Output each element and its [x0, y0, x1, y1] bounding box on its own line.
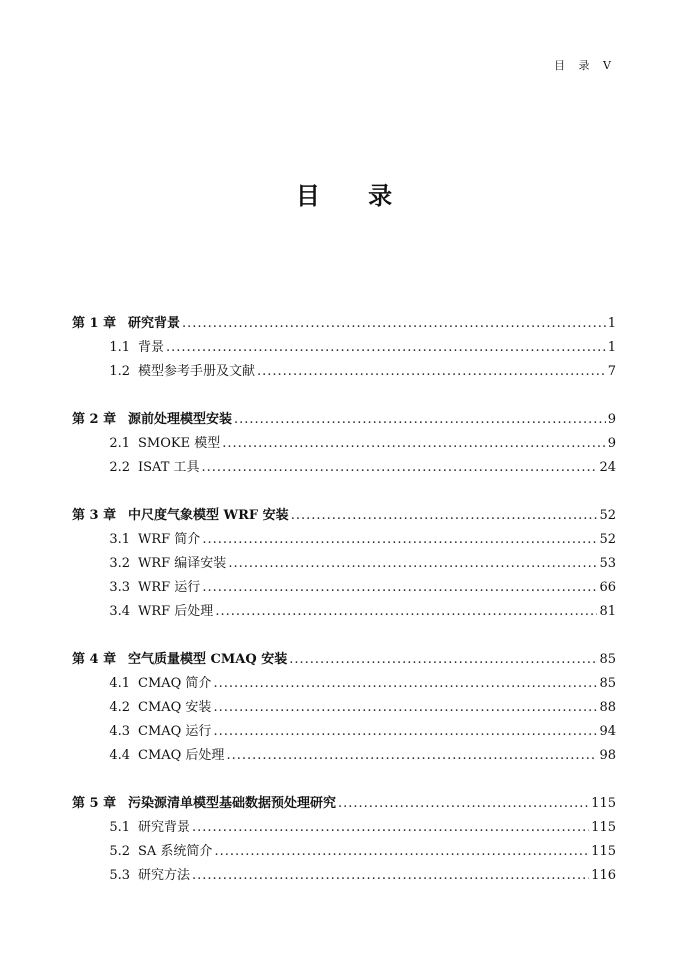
- section-title: 研究方法: [138, 868, 191, 883]
- page-number: 66: [599, 580, 616, 595]
- chapter-number: 第 2 章: [72, 412, 117, 427]
- page-number: 52: [599, 508, 616, 523]
- toc-entry-section-3-4[interactable]: [72, 600, 616, 624]
- section-title: CMAQ 后处理: [138, 748, 225, 763]
- section-title: CMAQ 运行: [138, 724, 212, 739]
- section-number: 5.2: [109, 844, 130, 859]
- chapter-title: 中尺度气象模型 WRF 安装: [128, 508, 289, 523]
- page-number: 115: [591, 844, 616, 859]
- dot-leader: [202, 528, 597, 552]
- dot-leader: [182, 312, 606, 336]
- dot-leader: [291, 504, 598, 528]
- page-number: 94: [599, 724, 616, 739]
- section-number: 5.1: [109, 820, 130, 835]
- toc-entry-chapter-4[interactable]: [72, 648, 616, 672]
- page-number: 9: [607, 412, 616, 427]
- dot-leader: [338, 792, 589, 816]
- section-title: WRF 后处理: [138, 604, 214, 619]
- section-title: CMAQ 安装: [138, 700, 212, 715]
- toc-entry-section-4-3[interactable]: [72, 720, 616, 744]
- toc-entry-section-4-4[interactable]: [72, 744, 616, 768]
- page-number: 1: [607, 316, 616, 331]
- toc-chapter-4: [72, 648, 616, 768]
- toc-entry-chapter-2[interactable]: [72, 408, 616, 432]
- running-header: 目 录 V: [554, 59, 616, 72]
- page-number: 88: [599, 700, 616, 715]
- page-number: 115: [591, 796, 616, 811]
- page-title: 目 录: [295, 181, 413, 210]
- chapter-number: 第 4 章: [72, 652, 117, 667]
- page-number: 116: [591, 868, 616, 883]
- dot-leader: [215, 600, 597, 624]
- dot-leader: [213, 720, 597, 744]
- section-title: SA 系统简介: [138, 844, 213, 859]
- chapter-number: 第 1 章: [72, 316, 117, 331]
- page-number: 24: [599, 460, 616, 475]
- page-number: 115: [591, 820, 616, 835]
- page-number: 85: [599, 676, 616, 691]
- toc-entry-section-3-2[interactable]: [72, 552, 616, 576]
- section-number: 2.2: [109, 460, 130, 475]
- section-number: 4.4: [109, 748, 130, 763]
- dot-leader: [228, 552, 597, 576]
- dot-leader: [192, 864, 589, 888]
- section-number: 1.1: [109, 340, 130, 355]
- page-number: 52: [599, 532, 616, 547]
- section-title: 背景: [138, 340, 165, 355]
- section-number: 3.2: [109, 556, 130, 571]
- toc-entry-section-2-2[interactable]: [72, 456, 616, 480]
- dot-leader: [213, 672, 597, 696]
- page-number: 7: [607, 364, 616, 379]
- page-number: 98: [599, 748, 616, 763]
- section-number: 1.2: [109, 364, 130, 379]
- section-number: 5.3: [109, 868, 130, 883]
- dot-leader: [226, 744, 597, 768]
- chapter-title: 空气质量模型 CMAQ 安装: [128, 652, 288, 667]
- section-number: 3.1: [109, 532, 130, 547]
- section-number: 2.1: [109, 436, 130, 451]
- toc-entry-section-5-3[interactable]: [72, 864, 616, 888]
- chapter-number: 第 3 章: [72, 508, 117, 523]
- section-number: 4.3: [109, 724, 130, 739]
- section-title: CMAQ 简介: [138, 676, 212, 691]
- toc-entry-chapter-1[interactable]: [72, 312, 616, 336]
- section-number: 4.1: [109, 676, 130, 691]
- chapter-number: 第 5 章: [72, 796, 117, 811]
- toc-chapter-1: [72, 312, 616, 384]
- toc-entry-chapter-5[interactable]: [72, 792, 616, 816]
- page-number: 1: [607, 340, 616, 355]
- toc-entry-section-1-2[interactable]: [72, 360, 616, 384]
- page-number: 85: [599, 652, 616, 667]
- toc-entry-section-3-1[interactable]: [72, 528, 616, 552]
- toc-entry-section-1-1[interactable]: [72, 336, 616, 360]
- toc-entry-section-4-2[interactable]: [72, 696, 616, 720]
- chapter-title: 研究背景: [128, 316, 181, 331]
- section-title: 模型参考手册及文献: [138, 364, 256, 379]
- toc-entry-section-3-3[interactable]: [72, 576, 616, 600]
- dot-leader: [192, 816, 589, 840]
- toc-chapter-3: [72, 504, 616, 624]
- section-number: 3.4: [109, 604, 130, 619]
- page-number: 81: [599, 604, 616, 619]
- dot-leader: [202, 576, 597, 600]
- dot-leader: [234, 408, 606, 432]
- page-number: 9: [607, 436, 616, 451]
- dot-leader: [214, 840, 589, 864]
- page-number: 53: [599, 556, 616, 571]
- chapter-title: 源前处理模型安装: [128, 412, 233, 427]
- dot-leader: [202, 456, 598, 480]
- toc-entry-section-5-2[interactable]: [72, 840, 616, 864]
- dot-leader: [257, 360, 606, 384]
- section-title: WRF 运行: [138, 580, 201, 595]
- section-title: SMOKE 模型: [138, 436, 221, 451]
- section-number: 4.2: [109, 700, 130, 715]
- toc-entry-section-4-1[interactable]: [72, 672, 616, 696]
- chapter-title: 污染源清单模型基础数据预处理研究: [128, 796, 337, 811]
- toc-entry-section-5-1[interactable]: [72, 816, 616, 840]
- toc-entry-section-2-1[interactable]: [72, 432, 616, 456]
- section-title: 研究背景: [138, 820, 191, 835]
- toc-chapter-2: [72, 408, 616, 480]
- toc-chapter-5: [72, 792, 616, 888]
- dot-leader: [222, 432, 606, 456]
- section-title: ISAT 工具: [138, 460, 200, 475]
- toc-entry-chapter-3[interactable]: [72, 504, 616, 528]
- section-title: WRF 简介: [138, 532, 201, 547]
- dot-leader: [166, 336, 606, 360]
- dot-leader: [213, 696, 597, 720]
- section-number: 3.3: [109, 580, 130, 595]
- section-title: WRF 编译安装: [138, 556, 227, 571]
- dot-leader: [289, 648, 597, 672]
- table-of-contents: [72, 312, 616, 912]
